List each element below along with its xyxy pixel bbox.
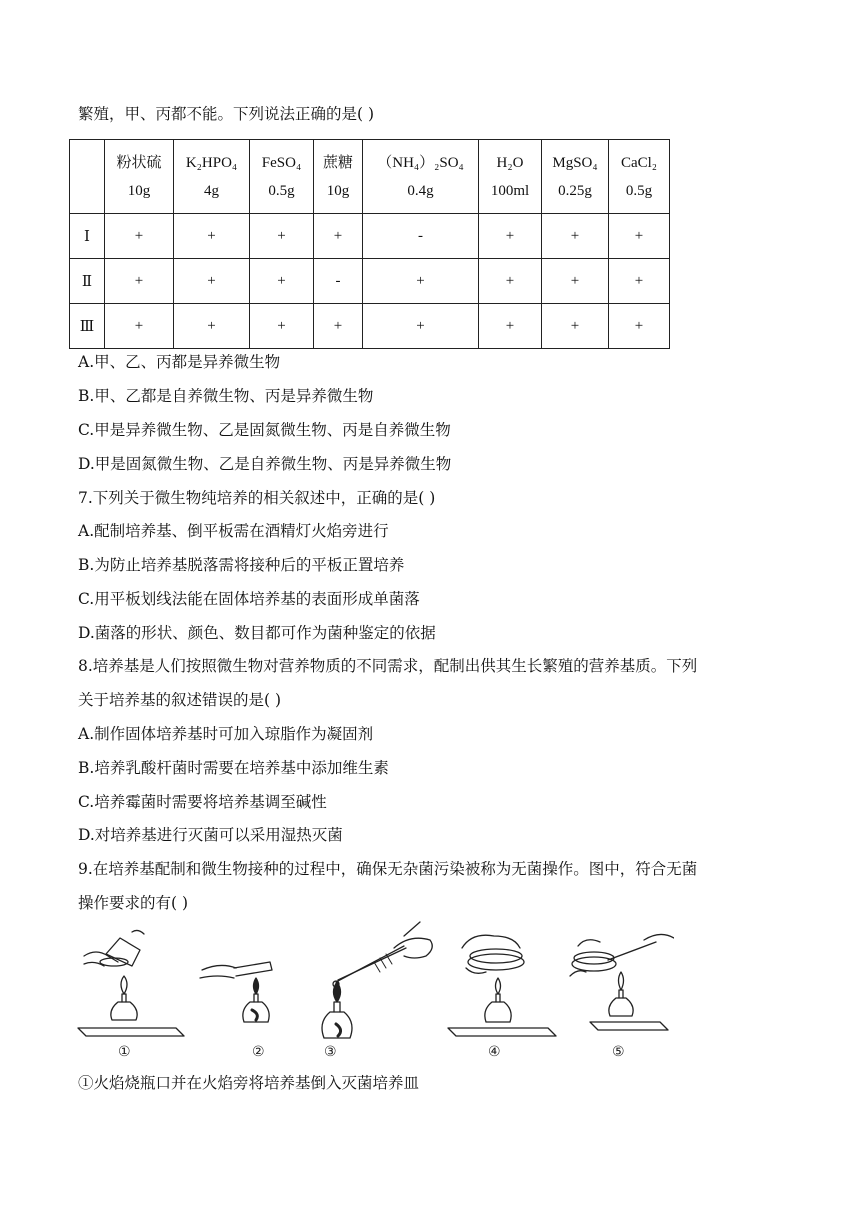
figure-3-loop-illustration (322, 922, 432, 1038)
figure-2-tube-illustration (200, 962, 272, 1022)
q9-statement-1: ①火焰烧瓶口并在火焰旁将培养基倒入灭菌培养皿 (78, 1074, 420, 1092)
table-cell: + (542, 304, 609, 349)
q8-stem-line2: 关于培养基的叙述错误的是( ) (78, 691, 282, 709)
header-cell: FeSO₄ 0.5g (250, 140, 314, 214)
table-row (70, 214, 670, 259)
q9-stem-line2: 操作要求的有( ) (78, 894, 189, 912)
culture-medium-table (69, 139, 670, 349)
table-cell: + (479, 304, 542, 349)
aseptic-technique-figures (74, 918, 674, 1064)
q8-stem-line1: 8.培养基是人们按照微生物对营养物质的不同需求，配制出供其生长繁殖的营养基质。下列 (78, 657, 698, 675)
figure-5-label: ⑤ (612, 1044, 625, 1060)
table-cell: + (609, 304, 670, 349)
header-cell: MgSO₄ 0.25g (542, 140, 609, 214)
row-label: Ⅰ (70, 214, 105, 259)
q7-stem: 7.下列关于微生物纯培养的相关叙述中，正确的是( ) (78, 489, 436, 507)
table-cell: + (314, 304, 363, 349)
q8-option-c: C.培养霉菌时需要将培养基调至碱性 (78, 793, 327, 811)
q8-option-a: A.制作固体培养基时可加入琼脂作为凝固剂 (78, 725, 374, 743)
q6-option-b: B.甲、乙都是自养微生物、丙是异养微生物 (78, 387, 374, 405)
header-cell: K₂HPO₄ 4g (174, 140, 250, 214)
table-cell: + (609, 259, 670, 304)
q8-option-d: D.对培养基进行灭菌可以采用湿热灭菌 (78, 826, 343, 844)
figure-1-label: ① (118, 1044, 131, 1060)
table-cell: + (250, 259, 314, 304)
table-cell: + (542, 259, 609, 304)
row-label: Ⅲ (70, 304, 105, 349)
q7-option-a: A.配制培养基、倒平板需在酒精灯火焰旁进行 (78, 522, 389, 540)
question-6-stem-tail: 繁殖，甲、丙都不能。下列说法正确的是( ) (78, 105, 375, 123)
q6-option-c: C.甲是异养微生物、乙是固氮微生物、丙是自养微生物 (78, 421, 451, 439)
table-row (70, 304, 670, 349)
figure-1-pouring-illustration (78, 930, 184, 1036)
q8-option-b: B.培养乳酸杆菌时需要在培养基中添加维生素 (78, 759, 389, 777)
table-cell: + (609, 214, 670, 259)
table-corner-cell (70, 140, 105, 214)
q7-option-c: C.用平板划线法能在固体培养基的表面形成单菌落 (78, 590, 420, 608)
table-cell: + (105, 259, 174, 304)
table-cell: + (174, 304, 250, 349)
q6-option-d: D.甲是固氮微生物、乙是自养微生物、丙是异养微生物 (78, 455, 452, 473)
figure-2-label: ② (252, 1044, 265, 1060)
q7-option-d: D.菌落的形状、颜色、数目都可作为菌种鉴定的依据 (78, 624, 436, 642)
table-cell: - (314, 259, 363, 304)
figure-5-streak-illustration (570, 934, 674, 1030)
table-cell: + (250, 304, 314, 349)
table-cell: + (363, 304, 479, 349)
q7-option-b: B.为防止培养基脱落需将接种后的平板正置培养 (78, 556, 405, 574)
table-cell: + (314, 214, 363, 259)
table-cell: + (174, 259, 250, 304)
table-cell: + (174, 214, 250, 259)
row-label: Ⅱ (70, 259, 105, 304)
header-cell: CaCl₂ 0.5g (609, 140, 670, 214)
figure-4-plate-illustration (448, 935, 556, 1036)
table-header-row (70, 140, 670, 214)
table-cell: + (363, 259, 479, 304)
header-cell: H₂O 100ml (479, 140, 542, 214)
table-cell: + (105, 304, 174, 349)
figure-3-label: ③ (324, 1044, 337, 1060)
header-cell: 粉状硫 10g (105, 140, 174, 214)
table-cell: - (363, 214, 479, 259)
header-cell: 蔗糖 10g (314, 140, 363, 214)
figure-4-label: ④ (488, 1044, 501, 1060)
table-cell: + (105, 214, 174, 259)
table-cell: + (250, 214, 314, 259)
header-cell: （NH₄）₂SO₄ 0.4g (363, 140, 479, 214)
table-cell: + (542, 214, 609, 259)
q6-option-a: A.甲、乙、丙都是异养微生物 (78, 353, 281, 371)
table-cell: + (479, 259, 542, 304)
q9-stem-line1: 9.在培养基配制和微生物接种的过程中，确保无杂菌污染被称为无菌操作。图中，符合无菌 (78, 860, 698, 878)
table-cell: + (479, 214, 542, 259)
table-row (70, 259, 670, 304)
